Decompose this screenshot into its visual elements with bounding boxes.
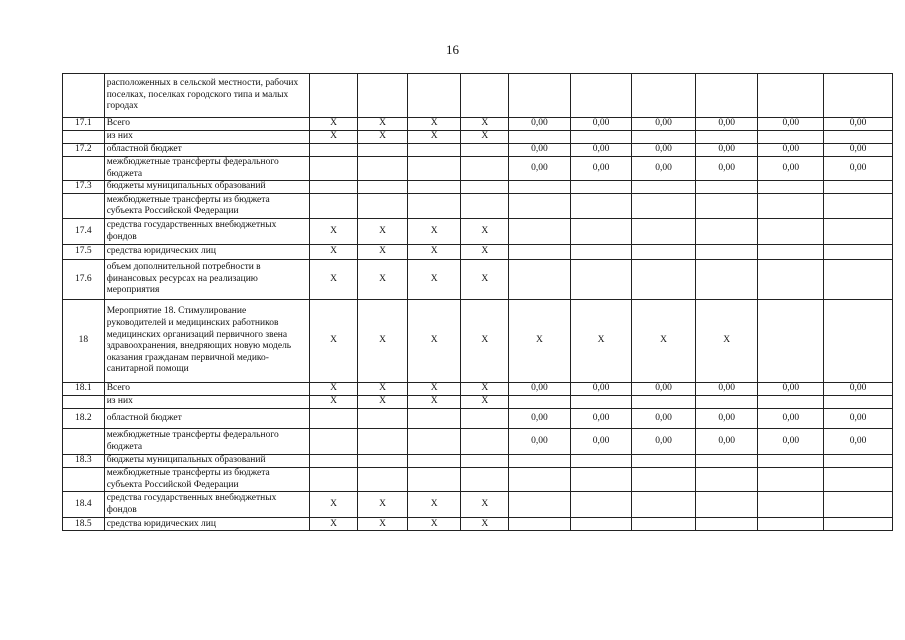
marker-cell: Х bbox=[358, 260, 408, 300]
marker-cell: Х bbox=[358, 245, 408, 260]
marker-cell: Х bbox=[461, 245, 509, 260]
marker-cell: Х bbox=[408, 219, 461, 245]
row-description-cell: областной бюджет bbox=[104, 409, 309, 429]
table-row bbox=[63, 157, 893, 181]
amount-cell bbox=[758, 131, 824, 144]
amount-cell: 0,00 bbox=[632, 157, 696, 181]
amount-cell bbox=[758, 300, 824, 383]
row-description-cell: межбюджетные трансферты из бюджета субъекта Российской Федерации bbox=[104, 194, 309, 219]
amount-cell: 0,00 bbox=[632, 409, 696, 429]
row-description-cell: средства государственных внебюджетных фондов bbox=[104, 219, 309, 245]
amount-cell bbox=[824, 468, 893, 492]
marker-cell bbox=[310, 74, 358, 118]
table-row bbox=[63, 245, 893, 260]
marker-cell: Х bbox=[461, 300, 509, 383]
marker-cell: Х bbox=[408, 383, 461, 396]
row-description-cell: из них bbox=[104, 396, 309, 409]
amount-cell bbox=[824, 492, 893, 518]
marker-cell: Х bbox=[310, 383, 358, 396]
amount-cell bbox=[570, 518, 632, 531]
marker-cell bbox=[408, 429, 461, 455]
amount-cell: 0,00 bbox=[758, 429, 824, 455]
table-row bbox=[63, 260, 893, 300]
marker-cell bbox=[358, 74, 408, 118]
marker-cell bbox=[358, 409, 408, 429]
row-number-cell bbox=[63, 194, 105, 219]
amount-cell: 0,00 bbox=[509, 144, 571, 157]
amount-cell bbox=[632, 518, 696, 531]
amount-cell bbox=[570, 181, 632, 194]
amount-cell bbox=[509, 396, 571, 409]
row-description-cell: из них bbox=[104, 131, 309, 144]
amount-cell bbox=[758, 396, 824, 409]
marker-cell: Х bbox=[358, 300, 408, 383]
amount-cell bbox=[570, 131, 632, 144]
amount-cell bbox=[758, 468, 824, 492]
marker-cell bbox=[310, 429, 358, 455]
amount-cell: 0,00 bbox=[632, 429, 696, 455]
marker-cell: Х bbox=[358, 118, 408, 131]
amount-cell bbox=[824, 245, 893, 260]
marker-cell: Х bbox=[408, 118, 461, 131]
amount-cell: 0,00 bbox=[824, 429, 893, 455]
table-row bbox=[63, 455, 893, 468]
marker-cell bbox=[310, 455, 358, 468]
marker-cell: Х bbox=[461, 219, 509, 245]
marker-cell: Х bbox=[358, 383, 408, 396]
marker-cell bbox=[461, 429, 509, 455]
row-number-cell: 17.6 bbox=[63, 260, 105, 300]
amount-cell bbox=[632, 492, 696, 518]
marker-cell bbox=[358, 181, 408, 194]
marker-cell bbox=[310, 409, 358, 429]
amount-cell: 0,00 bbox=[824, 144, 893, 157]
row-number-cell bbox=[63, 468, 105, 492]
amount-cell bbox=[509, 181, 571, 194]
row-description-cell: бюджеты муниципальных образований bbox=[104, 455, 309, 468]
marker-cell: Х bbox=[461, 518, 509, 531]
row-description-cell: областной бюджет bbox=[104, 144, 309, 157]
table-row bbox=[63, 194, 893, 219]
table-row bbox=[63, 429, 893, 455]
amount-cell: 0,00 bbox=[509, 383, 571, 396]
marker-cell bbox=[408, 409, 461, 429]
marker-cell bbox=[461, 455, 509, 468]
row-number-cell: 18.2 bbox=[63, 409, 105, 429]
amount-cell: 0,00 bbox=[570, 144, 632, 157]
amount-cell bbox=[509, 74, 571, 118]
amount-cell bbox=[695, 260, 758, 300]
marker-cell: Х bbox=[408, 492, 461, 518]
row-description-cell: межбюджетные трансферты федерального бюджета bbox=[104, 157, 309, 181]
marker-cell: Х bbox=[461, 260, 509, 300]
marker-cell: Х bbox=[408, 131, 461, 144]
amount-cell bbox=[695, 518, 758, 531]
amount-cell bbox=[695, 219, 758, 245]
amount-cell: 0,00 bbox=[758, 409, 824, 429]
amount-cell: 0,00 bbox=[695, 118, 758, 131]
amount-cell bbox=[695, 181, 758, 194]
marker-cell: Х bbox=[408, 260, 461, 300]
marker-cell: Х bbox=[310, 131, 358, 144]
amount-cell: 0,00 bbox=[632, 118, 696, 131]
marker-cell bbox=[461, 144, 509, 157]
table-row bbox=[63, 300, 893, 383]
table-row bbox=[63, 181, 893, 194]
marker-cell: Х bbox=[358, 492, 408, 518]
amount-cell bbox=[824, 74, 893, 118]
amount-cell: 0,00 bbox=[824, 118, 893, 131]
table-row bbox=[63, 468, 893, 492]
amount-cell bbox=[632, 181, 696, 194]
amount-cell: 0,00 bbox=[570, 409, 632, 429]
row-number-cell bbox=[63, 157, 105, 181]
marker-cell: Х bbox=[408, 518, 461, 531]
amount-cell: Х bbox=[570, 300, 632, 383]
amount-cell bbox=[824, 518, 893, 531]
row-number-cell bbox=[63, 396, 105, 409]
row-number-cell bbox=[63, 429, 105, 455]
amount-cell bbox=[758, 455, 824, 468]
amount-cell bbox=[509, 518, 571, 531]
table-row bbox=[63, 219, 893, 245]
marker-cell: Х bbox=[310, 118, 358, 131]
amount-cell bbox=[695, 468, 758, 492]
row-number-cell: 18 bbox=[63, 300, 105, 383]
table-row bbox=[63, 396, 893, 409]
table-row bbox=[63, 144, 893, 157]
marker-cell: Х bbox=[461, 492, 509, 518]
marker-cell: Х bbox=[310, 219, 358, 245]
amount-cell bbox=[632, 455, 696, 468]
table-row bbox=[63, 74, 893, 118]
marker-cell bbox=[310, 194, 358, 219]
table-row bbox=[63, 131, 893, 144]
amount-cell: 0,00 bbox=[758, 383, 824, 396]
amount-cell bbox=[570, 219, 632, 245]
row-description-cell: межбюджетные трансферты федерального бюджета bbox=[104, 429, 309, 455]
amount-cell bbox=[570, 492, 632, 518]
amount-cell: 0,00 bbox=[570, 118, 632, 131]
amount-cell bbox=[632, 260, 696, 300]
amount-cell bbox=[758, 74, 824, 118]
amount-cell: 0,00 bbox=[824, 409, 893, 429]
row-description-cell: бюджеты муниципальных образований bbox=[104, 181, 309, 194]
marker-cell bbox=[408, 144, 461, 157]
amount-cell bbox=[570, 194, 632, 219]
row-number-cell: 18.5 bbox=[63, 518, 105, 531]
row-number-cell bbox=[63, 74, 105, 118]
table-row bbox=[63, 383, 893, 396]
amount-cell bbox=[824, 300, 893, 383]
amount-cell: 0,00 bbox=[695, 409, 758, 429]
amount-cell: 0,00 bbox=[570, 383, 632, 396]
page-number: 16 bbox=[446, 42, 459, 57]
amount-cell bbox=[632, 468, 696, 492]
row-number-cell: 18.4 bbox=[63, 492, 105, 518]
marker-cell bbox=[408, 468, 461, 492]
marker-cell bbox=[408, 181, 461, 194]
amount-cell bbox=[695, 245, 758, 260]
marker-cell bbox=[461, 157, 509, 181]
marker-cell bbox=[358, 455, 408, 468]
amount-cell bbox=[509, 468, 571, 492]
amount-cell bbox=[695, 492, 758, 518]
amount-cell: Х bbox=[695, 300, 758, 383]
row-number-cell: 17.5 bbox=[63, 245, 105, 260]
amount-cell bbox=[824, 455, 893, 468]
marker-cell: Х bbox=[358, 396, 408, 409]
marker-cell: Х bbox=[310, 245, 358, 260]
row-number-cell: 17.3 bbox=[63, 181, 105, 194]
row-number-cell: 17.2 bbox=[63, 144, 105, 157]
marker-cell bbox=[310, 157, 358, 181]
amount-cell bbox=[632, 74, 696, 118]
marker-cell: Х bbox=[358, 131, 408, 144]
amount-cell bbox=[632, 194, 696, 219]
amount-cell bbox=[758, 518, 824, 531]
marker-cell: Х bbox=[408, 300, 461, 383]
amount-cell: 0,00 bbox=[824, 157, 893, 181]
amount-cell: 0,00 bbox=[509, 429, 571, 455]
marker-cell bbox=[358, 144, 408, 157]
amount-cell bbox=[570, 74, 632, 118]
amount-cell: 0,00 bbox=[758, 144, 824, 157]
amount-cell bbox=[758, 219, 824, 245]
row-description-cell: средства юридических лиц bbox=[104, 518, 309, 531]
marker-cell bbox=[408, 74, 461, 118]
row-description-cell: расположенных в сельской местности, рабочих поселках, поселках городского типа и малых городах bbox=[104, 74, 309, 118]
amount-cell bbox=[570, 396, 632, 409]
marker-cell bbox=[461, 74, 509, 118]
row-number-cell bbox=[63, 131, 105, 144]
amount-cell bbox=[509, 131, 571, 144]
amount-cell: 0,00 bbox=[758, 118, 824, 131]
row-description-cell: Всего bbox=[104, 383, 309, 396]
amount-cell bbox=[695, 131, 758, 144]
amount-cell bbox=[509, 219, 571, 245]
marker-cell: Х bbox=[310, 396, 358, 409]
amount-cell bbox=[509, 194, 571, 219]
row-number-cell: 18.3 bbox=[63, 455, 105, 468]
row-number-cell: 17.1 bbox=[63, 118, 105, 131]
amount-cell bbox=[570, 245, 632, 260]
table-row bbox=[63, 409, 893, 429]
marker-cell: Х bbox=[408, 396, 461, 409]
amount-cell: 0,00 bbox=[570, 157, 632, 181]
budget-table bbox=[62, 73, 893, 531]
marker-cell: Х bbox=[461, 383, 509, 396]
amount-cell: 0,00 bbox=[509, 409, 571, 429]
amount-cell: Х bbox=[632, 300, 696, 383]
marker-cell: Х bbox=[310, 300, 358, 383]
marker-cell bbox=[310, 144, 358, 157]
amount-cell bbox=[695, 74, 758, 118]
amount-cell bbox=[695, 396, 758, 409]
marker-cell: Х bbox=[461, 118, 509, 131]
table-row bbox=[63, 518, 893, 531]
marker-cell bbox=[408, 157, 461, 181]
marker-cell: Х bbox=[461, 131, 509, 144]
row-description-cell: Всего bbox=[104, 118, 309, 131]
marker-cell: Х bbox=[408, 245, 461, 260]
amount-cell bbox=[570, 455, 632, 468]
marker-cell bbox=[408, 194, 461, 219]
amount-cell bbox=[632, 219, 696, 245]
amount-cell: 0,00 bbox=[509, 118, 571, 131]
marker-cell: Х bbox=[358, 518, 408, 531]
amount-cell: 0,00 bbox=[632, 144, 696, 157]
amount-cell bbox=[695, 194, 758, 219]
marker-cell bbox=[358, 157, 408, 181]
amount-cell: 0,00 bbox=[695, 144, 758, 157]
marker-cell: Х bbox=[310, 260, 358, 300]
marker-cell: Х bbox=[358, 219, 408, 245]
marker-cell: Х bbox=[310, 492, 358, 518]
amount-cell bbox=[632, 245, 696, 260]
amount-cell bbox=[632, 396, 696, 409]
amount-cell: 0,00 bbox=[695, 383, 758, 396]
amount-cell: 0,00 bbox=[695, 429, 758, 455]
marker-cell bbox=[358, 429, 408, 455]
amount-cell: 0,00 bbox=[632, 383, 696, 396]
amount-cell bbox=[824, 131, 893, 144]
amount-cell bbox=[824, 396, 893, 409]
marker-cell bbox=[461, 468, 509, 492]
marker-cell bbox=[310, 468, 358, 492]
marker-cell: Х bbox=[461, 396, 509, 409]
amount-cell bbox=[824, 219, 893, 245]
row-number-cell: 18.1 bbox=[63, 383, 105, 396]
amount-cell: 0,00 bbox=[695, 157, 758, 181]
row-description-cell: объем дополнительной потребности в финансовых ресурсах на реализацию мероприятия bbox=[104, 260, 309, 300]
row-description-cell: средства юридических лиц bbox=[104, 245, 309, 260]
marker-cell bbox=[310, 181, 358, 194]
amount-cell bbox=[509, 455, 571, 468]
amount-cell bbox=[632, 131, 696, 144]
amount-cell bbox=[570, 260, 632, 300]
marker-cell: Х bbox=[310, 518, 358, 531]
marker-cell bbox=[408, 455, 461, 468]
amount-cell: 0,00 bbox=[509, 157, 571, 181]
amount-cell bbox=[509, 492, 571, 518]
amount-cell bbox=[570, 468, 632, 492]
row-number-cell: 17.4 bbox=[63, 219, 105, 245]
row-description-cell: средства государственных внебюджетных фондов bbox=[104, 492, 309, 518]
amount-cell bbox=[758, 260, 824, 300]
amount-cell bbox=[758, 245, 824, 260]
amount-cell bbox=[824, 260, 893, 300]
amount-cell bbox=[824, 181, 893, 194]
amount-cell: 0,00 bbox=[824, 383, 893, 396]
amount-cell bbox=[824, 194, 893, 219]
row-description-cell: Мероприятие 18. Стимулирование руководителей и медицинских работников медицинских организаций первичного звена здравоохранения, внедряющих новую модель оказания гражданам первичной медико-санитарной помощи bbox=[104, 300, 309, 383]
marker-cell bbox=[461, 409, 509, 429]
table-body bbox=[63, 74, 893, 531]
amount-cell: 0,00 bbox=[570, 429, 632, 455]
amount-cell bbox=[509, 260, 571, 300]
amount-cell bbox=[758, 492, 824, 518]
table-row bbox=[63, 492, 893, 518]
marker-cell bbox=[461, 194, 509, 219]
amount-cell bbox=[758, 181, 824, 194]
amount-cell bbox=[509, 245, 571, 260]
marker-cell bbox=[461, 181, 509, 194]
amount-cell: Х bbox=[509, 300, 571, 383]
amount-cell bbox=[758, 194, 824, 219]
marker-cell bbox=[358, 468, 408, 492]
row-description-cell: межбюджетные трансферты из бюджета субъекта Российской Федерации bbox=[104, 468, 309, 492]
marker-cell bbox=[358, 194, 408, 219]
amount-cell bbox=[695, 455, 758, 468]
amount-cell: 0,00 bbox=[758, 157, 824, 181]
table-row bbox=[63, 118, 893, 131]
